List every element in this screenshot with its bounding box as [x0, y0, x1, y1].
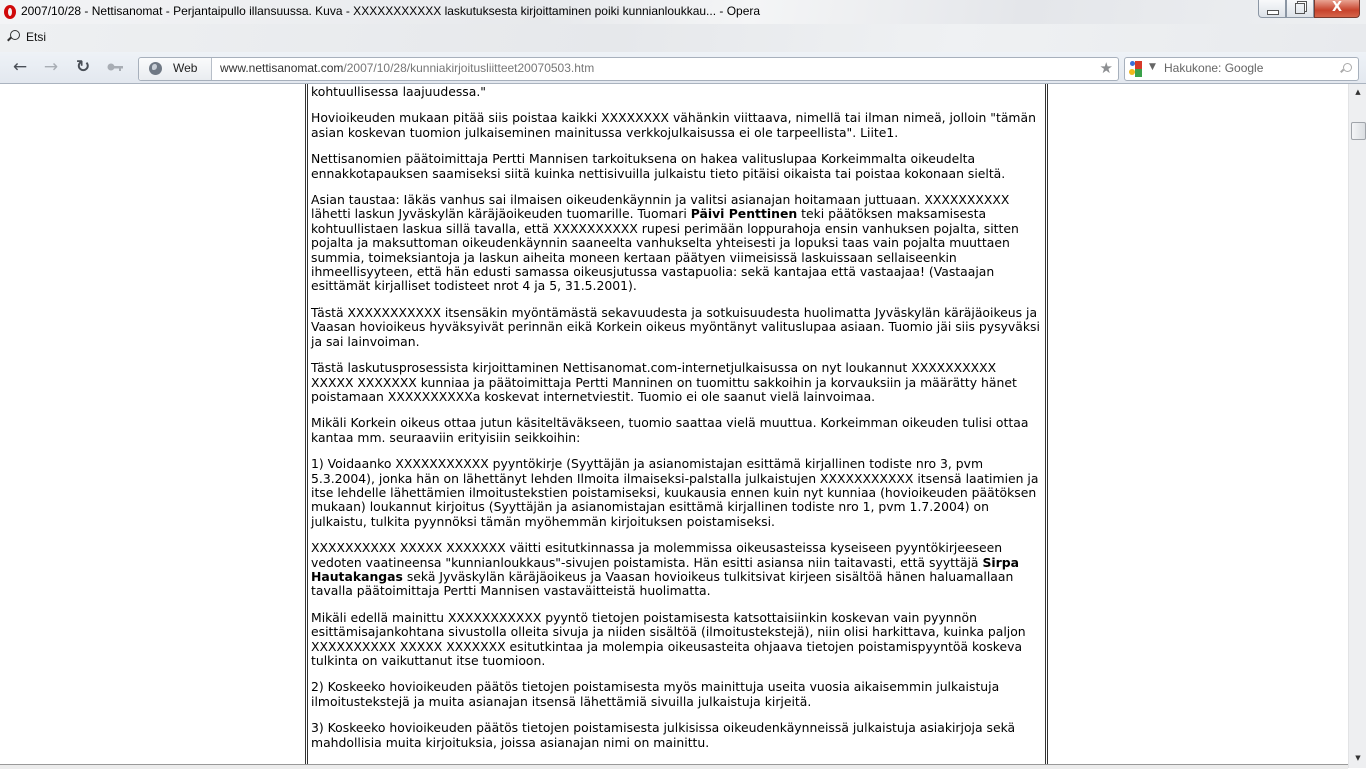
reload-icon: ↻	[75, 57, 91, 77]
google-block-red	[1135, 61, 1142, 69]
site-info-button[interactable]	[139, 58, 212, 80]
text-run: XXXXXXXXXX XXXXX XXXXXXX väitti esitutkinnassa ja molemmissa oikeusasteissa kyseiseen pyyntökirjeeseen vedoten vaatineensa "kunnianloukkaus"-sivujen poistamista. Hän esitti asiansa niin taitavasti, että syyttäjä	[311, 540, 1003, 570]
prosecutor-name: Sirpa Hautakangas	[311, 554, 1019, 584]
scrollbar-thumb[interactable]	[1351, 122, 1366, 140]
scroll-down-arrow-icon[interactable]: ▼	[1355, 754, 1361, 762]
text-run: sekä Jyväskylän käräjäoikeus ja Vaasan hovioikeus tulkitsivat kirjeen sisältöä hänen haluamallaan tavalla päätoimittaja Pertti Mannisen vastaväitteistä huolimatta.	[311, 568, 1014, 599]
back-button[interactable]	[10, 57, 30, 77]
paragraph: Hovioikeuden mukaan pitää siis poistaa kaikki XXXXXXXX vähänkin viittaava, nimellä tai ilman nimeä, jolloin "tämän asian koskevan tuomion julkaiseminen mainitussa verkkojulkaisussa ei ole tarpeellista". Liite1.	[311, 110, 1036, 140]
forward-arrow-icon: →	[43, 57, 59, 77]
page-viewport	[0, 84, 1348, 764]
opera-logo-icon	[4, 5, 16, 19]
close-button[interactable]	[1314, 0, 1360, 18]
find-button[interactable]: Etsi	[26, 30, 47, 44]
vertical-scrollbar[interactable]	[1348, 84, 1366, 768]
paragraph	[311, 193, 1042, 294]
forward-button[interactable]	[41, 57, 61, 77]
paragraph	[311, 541, 1042, 599]
url-path: /2007/10/28/kunniakirjoitusliitteet20070503.htm	[343, 61, 595, 75]
judge-name: Päivi Penttinen	[690, 206, 798, 222]
paragraph: Tästä XXXXXXXXXXX itsensäkin myöntämästä sekavuudesta ja sotkuisuudesta huolimatta Jyväskylän käräjäoikeus ja Vaasan hovioikeus hyväksyivät perinnän eikä Korkein oikeus myöntänyt valituslupaa asiaan. Tuomio jäi siis pysyväksi ja sai lainvoiman.	[311, 304, 1040, 349]
close-icon: X	[1331, 0, 1343, 15]
window-controls	[1258, 0, 1360, 18]
google-icon[interactable]	[1129, 61, 1143, 77]
paragraph: Nettisanomien päätoimittaja Pertti Mannisen tarkoituksena on hakea valituslupaa Korkeimmalta oikeudelta ennakkotapauksen saamiseksi siitä kuinka nettisivuilla julkaistu tieto pitäisi oikaista tai poistaa kokonaan sieltä.	[311, 151, 1006, 181]
window-title-bar	[0, 0, 1366, 24]
address-bar[interactable]	[138, 57, 1119, 81]
navigation-toolbar	[0, 52, 1366, 84]
paragraph: Mikäli Korkein oikeus ottaa jutun käsiteltäväkseen, tuomio saattaa vielä muuttua. Korkeimman oikeuden tulisi ottaa kantaa mm. seuraaviin erityisiin seikkoihin:	[311, 415, 1029, 445]
text-run: teki päätöksen maksamisesta kohtuullistaen laskua sillä tavalla, että XXXXXXXXXX rupesi perimään loppurahoja ensin vanhuksen pojalta, sitten pojalta ja maksuttoman oikeudenkäynnin saaneelta vanhukselta yhteisesti ja lopuksi taas vain pojalta muuttaen summia, toimeksiantoja ja laskun aiheita moneen kertaan päätyen viimeisissä laskuissaan sellaiseenkin ihmeellisyyteen, että hän edusti samassa oikeusjutussa vastapuolia: sekä kantajaa että vastaajaa! (Vastaajan esittämät kirjalliset todisteet nrot 4 ja 5, 31.5.2001).	[311, 206, 1019, 294]
search-field[interactable]	[1124, 57, 1359, 81]
text-run: Asian taustaa: Iäkäs vanhus sai ilmaisen oikeudenkäynnin ja valitsi asianajan hoitamaan juttuaan. XXXXXXXXXX lähetti laskun Jyväskylän käräjäoikeuden tuomarille. Tuomari	[311, 192, 1010, 222]
globe-icon	[149, 62, 162, 75]
paragraph: 2) Koskeeko hovioikeuden päätös tietojen poistamisesta myös mainittuja useita vuosia aikaisemmin julkaistuja ilmoitustekstejä ja muita asianajan itsensä lähettämiä sivuilla julkaistuja kirjeitä.	[311, 679, 1000, 709]
paragraph: Mikäli edellä mainittu XXXXXXXXXXX pyyntö tietojen poistamisesta katsottaisiinkin koskevan vain pyynnön esittämisajankohtana sivustolla olleita sivuja ja niiden sisältöä (ilmoitustekstejä), niin olisi harkittava, kuinka paljon XXXXXXXXXX XXXXX XXXXXXX esitutkintaa ja molempia oikeusasteita ohjaava tietojen poistamispyyntöä koskeva tulkinta on vaikuttanut itse tuomioon.	[311, 609, 1026, 668]
google-block-green	[1135, 69, 1142, 77]
paragraph: kohtuullisessa laajuudessa."	[311, 84, 486, 99]
find-bar	[0, 24, 1366, 52]
paragraph: Tästä laskutusprosessista kirjoittaminen Nettisanomat.com-internetjulkaisussa on nyt loukannut XXXXXXXXXX XXXXX XXXXXXX kunniaa ja päätoimittaja Pertti Manninen on tuomittu sakkoihin ja korvauksiin ja määrätty hänet poistamaan XXXXXXXXXXa koskevat internetviestit. Tuomio ei ole saanut vielä lainvoimaa.	[311, 360, 1017, 404]
article-body	[305, 84, 1048, 764]
restore-button[interactable]	[1286, 0, 1314, 18]
minimize-button[interactable]	[1258, 0, 1286, 18]
search-icon[interactable]	[10, 30, 20, 40]
search-engine-dropdown-icon[interactable]: ▼	[1149, 62, 1156, 72]
paragraph: 3) Koskeeko hovioikeuden päätös tietojen poistamisesta julkisissa oikeudenkäynneissä julkaistuja asiakirjoja sekä mahdollisia muita kirjoituksia, joissa asianajan nimi on mainittu.	[311, 720, 1016, 750]
url-domain: www.nettisanomat.com	[220, 61, 344, 75]
reload-button[interactable]	[73, 57, 93, 77]
back-arrow-icon: ←	[12, 57, 28, 77]
scroll-up-arrow-icon[interactable]: ▲	[1355, 88, 1361, 96]
window-title: 2007/10/28 - Nettisanomat - Perjantaipullo illansuussa. Kuva - XXXXXXXXXXX laskutuksesta kirjoittaminen poiki kunnianloukkau... - Opera	[21, 4, 761, 18]
search-go-icon[interactable]	[1343, 63, 1352, 72]
paragraph: 1) Voidaanko XXXXXXXXXXX pyyntökirje (Syyttäjän ja asianomistajan esittämä kirjallinen todiste nro 3, pvm 5.3.2004), jonka hän on lähettänyt lehden Ilmoita ilmaiseksi-palstalla julkaistujen XXXXXXXXXXX itsensä laatimien ja itse lehdelle lähettämien ilmoitustekstien poistamiseksi, kuukausia ennen kuin nyt kunniaa (hovioikeuden päätöksen mukaan) loukannut kirjoitus (Syyttäjän ja asianomistajan esittämä kirjallinen todiste nro 1, pvm 1.7.2004) on julkaistu, tulkita pyynnöksi tämän myöhemmän kirjoituksen poistamiseksi.	[311, 456, 1039, 529]
search-placeholder: Hakukone: Google	[1164, 61, 1264, 75]
site-info-label: Web	[173, 61, 198, 75]
key-icon	[105, 57, 125, 77]
bookmark-star-icon[interactable]: ★	[1099, 59, 1113, 77]
url-field[interactable]	[220, 61, 594, 75]
page-bottom-edge	[0, 764, 1348, 769]
wand-button[interactable]	[105, 57, 125, 77]
